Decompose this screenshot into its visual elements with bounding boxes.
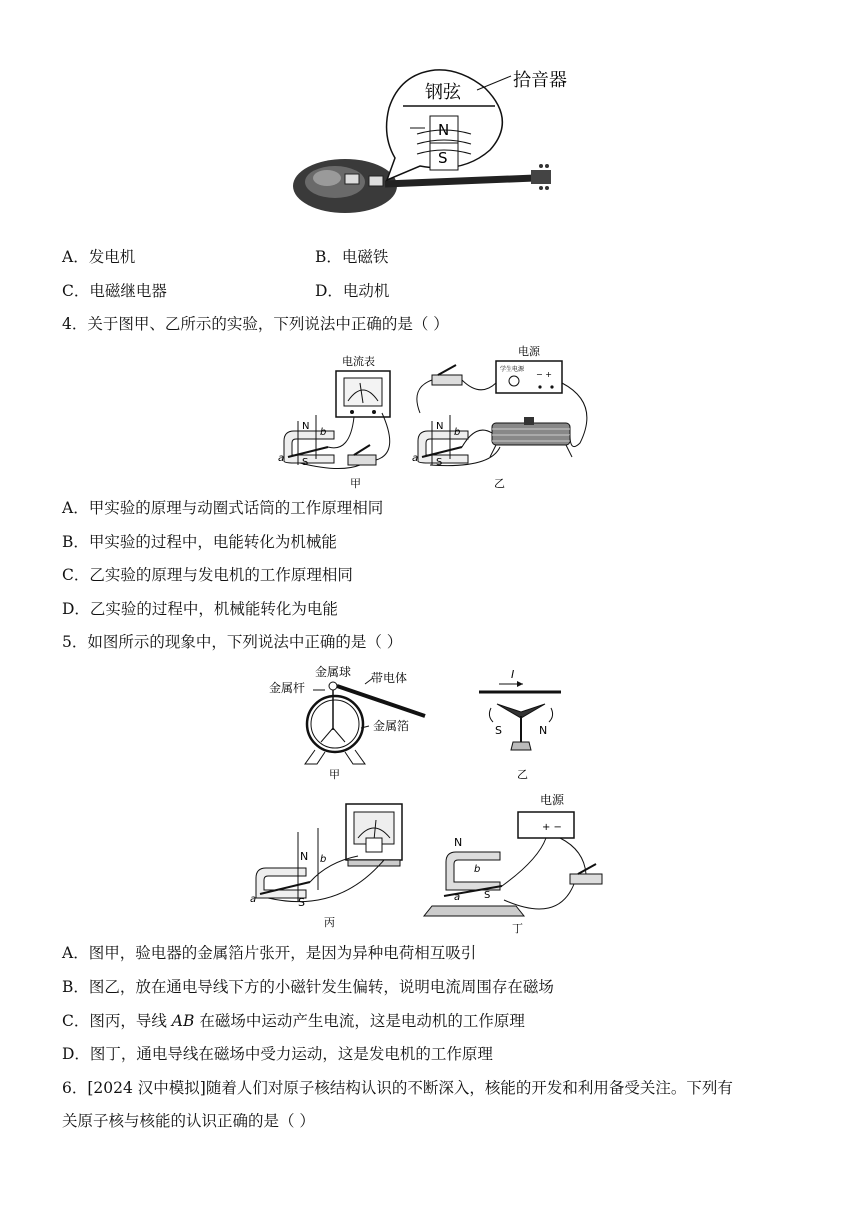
label-metal-rod: 金属杆 — [269, 681, 306, 695]
magnet-s: S — [438, 149, 448, 167]
q5-figure-bing-ding — [248, 790, 618, 935]
label-metal-ball: 金属球 — [315, 665, 352, 679]
guitar-pickup-figure — [285, 58, 585, 218]
label-b: b — [320, 427, 327, 438]
label-yi: 乙 — [494, 477, 505, 490]
pickup-label: 拾音器 — [513, 70, 567, 91]
label-s: S — [298, 896, 305, 909]
q4-option-c: C．乙实验的原理与发电机的工作原理相同 — [62, 566, 353, 584]
ammeter — [336, 354, 390, 417]
label-n: N — [539, 724, 548, 737]
q3-option-c: C．电磁继电器 — [62, 282, 167, 300]
q6-stem-line1: 6．[2024 汉中模拟]随着人们对原子核结构认识的不断深入，核能的开发和利用备受关注。下列有 — [62, 1079, 733, 1097]
label-a: a — [278, 453, 285, 464]
q4-option-d: D．乙实验的过程中，机械能转化为电能 — [62, 600, 338, 618]
q5-option-c-ab: AB — [171, 1012, 195, 1030]
compass-under-wire — [479, 668, 561, 780]
q3-option-d: D．电动机 — [315, 282, 390, 300]
motor-setup-ding — [424, 792, 602, 935]
ammeter-label: 电流表 — [342, 355, 375, 368]
label-a: a — [412, 453, 419, 464]
label-yi: 乙 — [517, 768, 528, 780]
rheostat — [490, 417, 572, 457]
label-n: N — [436, 421, 444, 432]
magnet-yi — [412, 415, 468, 468]
label-a: a — [454, 892, 461, 903]
label-power: 电源 — [540, 793, 565, 807]
string-label: 钢弦 — [425, 82, 461, 103]
label-a: a — [250, 894, 257, 905]
pickup-pointer — [477, 76, 511, 90]
label-ding: 丁 — [512, 922, 523, 935]
q5-option-b: B．图乙，放在通电导线下方的小磁针发生偏转，说明电流周围存在磁场 — [62, 978, 554, 996]
label-n: N — [300, 850, 309, 863]
q3-option-a: A．发电机 — [62, 248, 136, 266]
label-s: S — [484, 890, 491, 901]
label-b: b — [320, 854, 327, 865]
label-jia: 甲 — [350, 477, 361, 490]
svg-text:+ −: + − — [542, 822, 562, 833]
label-n: N — [302, 421, 310, 432]
svg-text:− +: − + — [536, 370, 552, 379]
power-supply — [496, 344, 562, 393]
electroscope — [269, 664, 425, 780]
q6-stem-line2: 关原子核与核能的认识正确的是（ ） — [62, 1112, 315, 1130]
label-jia: 甲 — [329, 768, 340, 780]
label-n: N — [454, 836, 463, 849]
label-s: S — [495, 724, 502, 737]
q5-option-a: A．图甲，验电器的金属箔片张开，是因为异种电荷相互吸引 — [62, 944, 477, 962]
label-bing: 丙 — [324, 916, 335, 929]
switch-yi — [432, 365, 462, 385]
q5-figure-jia-yi — [265, 660, 585, 780]
label-b: b — [474, 864, 481, 875]
q5-option-c-pre: C．图丙，导线 — [62, 1012, 172, 1030]
q4-stem: 4．关于图甲、乙所示的实验，下列说法中正确的是（ ） — [62, 315, 449, 333]
label-current: I — [511, 668, 515, 681]
magnet-n: N — [438, 121, 450, 139]
q5-stem: 5．如图所示的现象中，下列说法中正确的是（ ） — [62, 633, 403, 651]
q5-option-d: D．图丁，通电导线在磁场中受力运动，这是发电机的工作原理 — [62, 1045, 493, 1063]
label-metal-foil: 金属箔 — [373, 719, 410, 733]
label-b: b — [454, 427, 461, 438]
label-s: S — [302, 457, 309, 468]
q5-option-c-post: 在磁场中运动产生电流，这是电动机的工作原理 — [194, 1012, 525, 1030]
q5-option-c — [62, 1010, 525, 1032]
label-s: S — [436, 457, 443, 468]
q3-option-b: B．电磁铁 — [315, 248, 389, 266]
switch-jia — [348, 445, 376, 465]
q4-experiment-figure — [270, 343, 600, 493]
magnet-jia — [278, 415, 334, 468]
power-sub-label: 学生电源 — [500, 366, 525, 373]
generator-setup-bing — [250, 804, 402, 929]
label-charged-body: 带电体 — [371, 671, 408, 685]
power-label: 电源 — [518, 345, 540, 358]
q4-option-a: A．甲实验的原理与动圈式话筒的工作原理相同 — [62, 499, 384, 517]
q4-option-b: B．甲实验的过程中，电能转化为机械能 — [62, 533, 337, 551]
